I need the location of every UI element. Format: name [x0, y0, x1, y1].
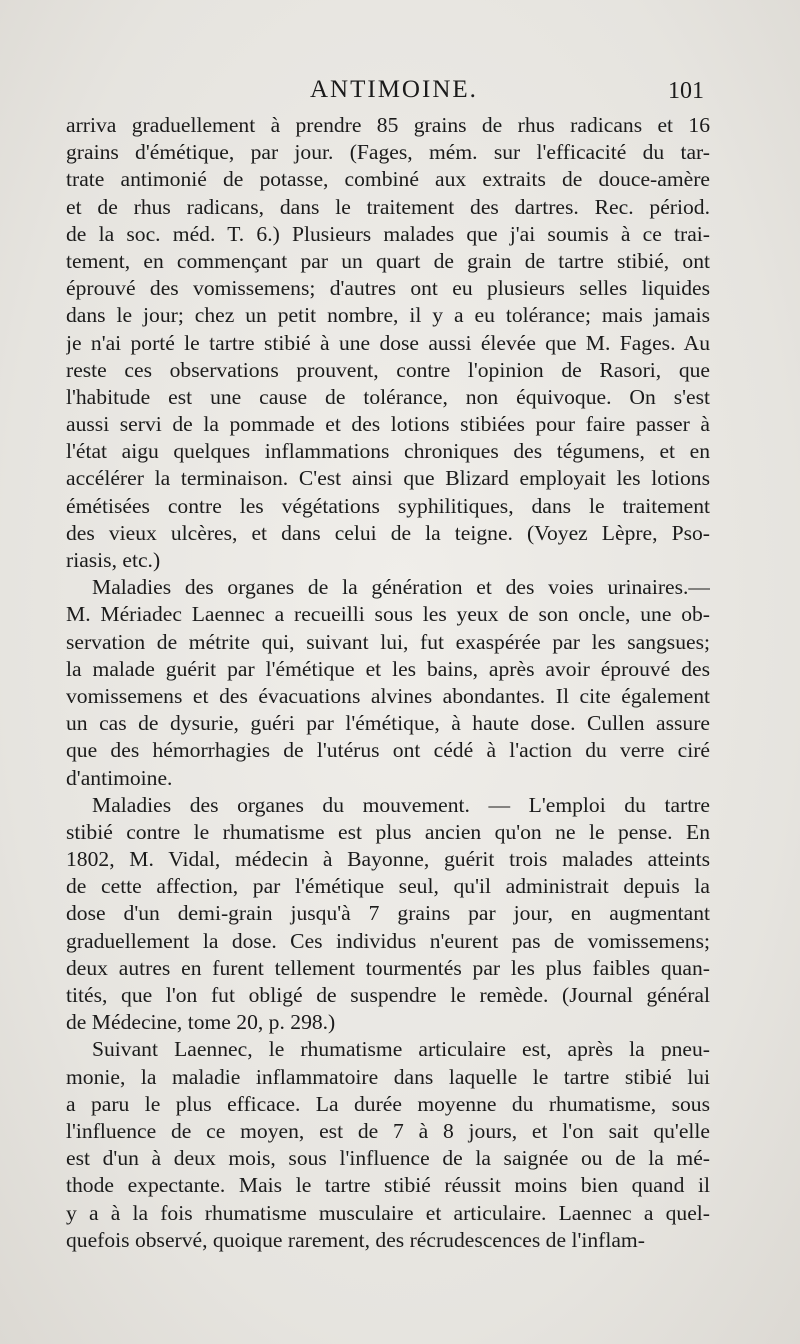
text-line: la malade guérit par l'émétique et les bains, après avoir éprouvé des: [66, 656, 710, 681]
text-line: l'habitude est une cause de tolérance, non équivoque. On s'est: [66, 384, 710, 409]
page-number: 101: [668, 78, 704, 104]
text-line: des vieux ulcères, et dans celui de la teigne. (Voyez Lèpre, Pso-: [66, 520, 710, 545]
text-line: tement, en commençant par un quart de grain de tartre stibié, ont: [66, 248, 710, 273]
text-line: deux autres en furent tellement tourmentés par les plus faibles quan-: [66, 955, 710, 980]
text-line: l'état aigu quelques inflammations chroniques des tégumens, et en: [66, 439, 710, 464]
text-line: Maladies des organes du mouvement. — L'emploi du tartre: [92, 792, 710, 817]
text-line: Suivant Laennec, le rhumatisme articulaire est, après la pneu-: [92, 1037, 710, 1062]
text-line: de cette affection, par l'émétique seul, qu'il administrait depuis la: [66, 874, 710, 899]
text-line: aussi servi de la pommade et des lotions stibiées pour faire passer à: [66, 412, 710, 437]
text-line: arriva graduellement à prendre 85 grains de rhus radicans et 16: [66, 113, 710, 137]
text-line: y a à la fois rhumatisme musculaire et articulaire. Laennec a quel-: [66, 1200, 710, 1225]
text-line: monie, la maladie inflammatoire dans laquelle le tartre stibié lui: [66, 1064, 710, 1089]
page-header: [66, 76, 710, 112]
text-line: de la soc. méd. T. 6.) Plusieurs malades que j'ai soumis à ce trai-: [66, 221, 710, 246]
text-line: reste ces observations prouvent, contre l'opinion de Rasori, que: [66, 357, 710, 382]
text-line: grains d'émétique, par jour. (Fages, mém. sur l'efficacité du tar-: [66, 140, 710, 165]
text-line: émétisées contre les végétations syphilitiques, dans le traitement: [66, 493, 710, 518]
text-line: vomissemens et des évacuations alvines abondantes. Il cite également: [66, 683, 710, 708]
text-line: dose d'un demi-grain jusqu'à 7 grains par jour, en augmentant: [66, 901, 710, 926]
text-line: quefois observé, quoique rarement, des récrudescences de l'inflam-: [66, 1227, 645, 1252]
body-text: [66, 112, 710, 1254]
text-line: stibié contre le rhumatisme est plus ancien qu'on ne le pense. En: [66, 819, 710, 844]
text-line: trate antimonié de potasse, combiné aux extraits de douce-amère: [66, 167, 710, 192]
text-line: accélérer la terminaison. C'est ainsi que Blizard employait les lotions: [66, 466, 710, 491]
text-line: est d'un à deux mois, sous l'influence de la saignée ou de la mé-: [66, 1146, 710, 1171]
text-line: tités, que l'on fut obligé de suspendre le remède. (Journal général: [66, 983, 710, 1007]
text-line: a paru le plus efficace. La durée moyenne du rhumatisme, sous: [66, 1091, 710, 1116]
text-line: graduellement la dose. Ces individus n'eurent pas de vomissemens;: [66, 928, 710, 953]
running-title: ANTIMOINE.: [310, 76, 478, 103]
text-line: 1802, M. Vidal, médecin à Bayonne, guérit trois malades atteints: [66, 847, 710, 872]
text-line: un cas de dysurie, guéri par l'émétique, à haute dose. Cullen assure: [66, 711, 710, 736]
text-line: thode expectante. Mais le tartre stibié réussit moins bien quand il: [66, 1173, 710, 1198]
text-line: je n'ai porté le tartre stibié à une dose aussi élevée que M. Fages. Au: [66, 330, 710, 355]
text-line: Maladies des organes de la génération et des voies urinaires.—: [92, 575, 710, 600]
text-line: l'influence de ce moyen, est de 7 à 8 jours, et l'on sait qu'elle: [66, 1118, 710, 1143]
text-line: et de rhus radicans, dans le traitement des dartres. Rec. périod.: [66, 194, 710, 219]
text-line: M. Mériadec Laennec a recueilli sous les yeux de son oncle, une ob-: [66, 602, 710, 627]
text-line: servation de métrite qui, suivant lui, fut exaspérée par les sangsues;: [66, 629, 710, 654]
text-line: riasis, etc.): [66, 548, 161, 572]
text-line: de Médecine, tome 20, p. 298.): [66, 1010, 336, 1035]
text-line: éprouvé des vomissemens; d'autres ont eu plusieurs selles liquides: [66, 276, 710, 301]
text-line: d'antimoine.: [66, 765, 173, 790]
text-line: que des hémorrhagies de l'utérus ont cédé à l'action du verre ciré: [66, 738, 710, 763]
text-line: dans le jour; chez un petit nombre, il y a eu tolérance; mais jamais: [66, 303, 710, 328]
